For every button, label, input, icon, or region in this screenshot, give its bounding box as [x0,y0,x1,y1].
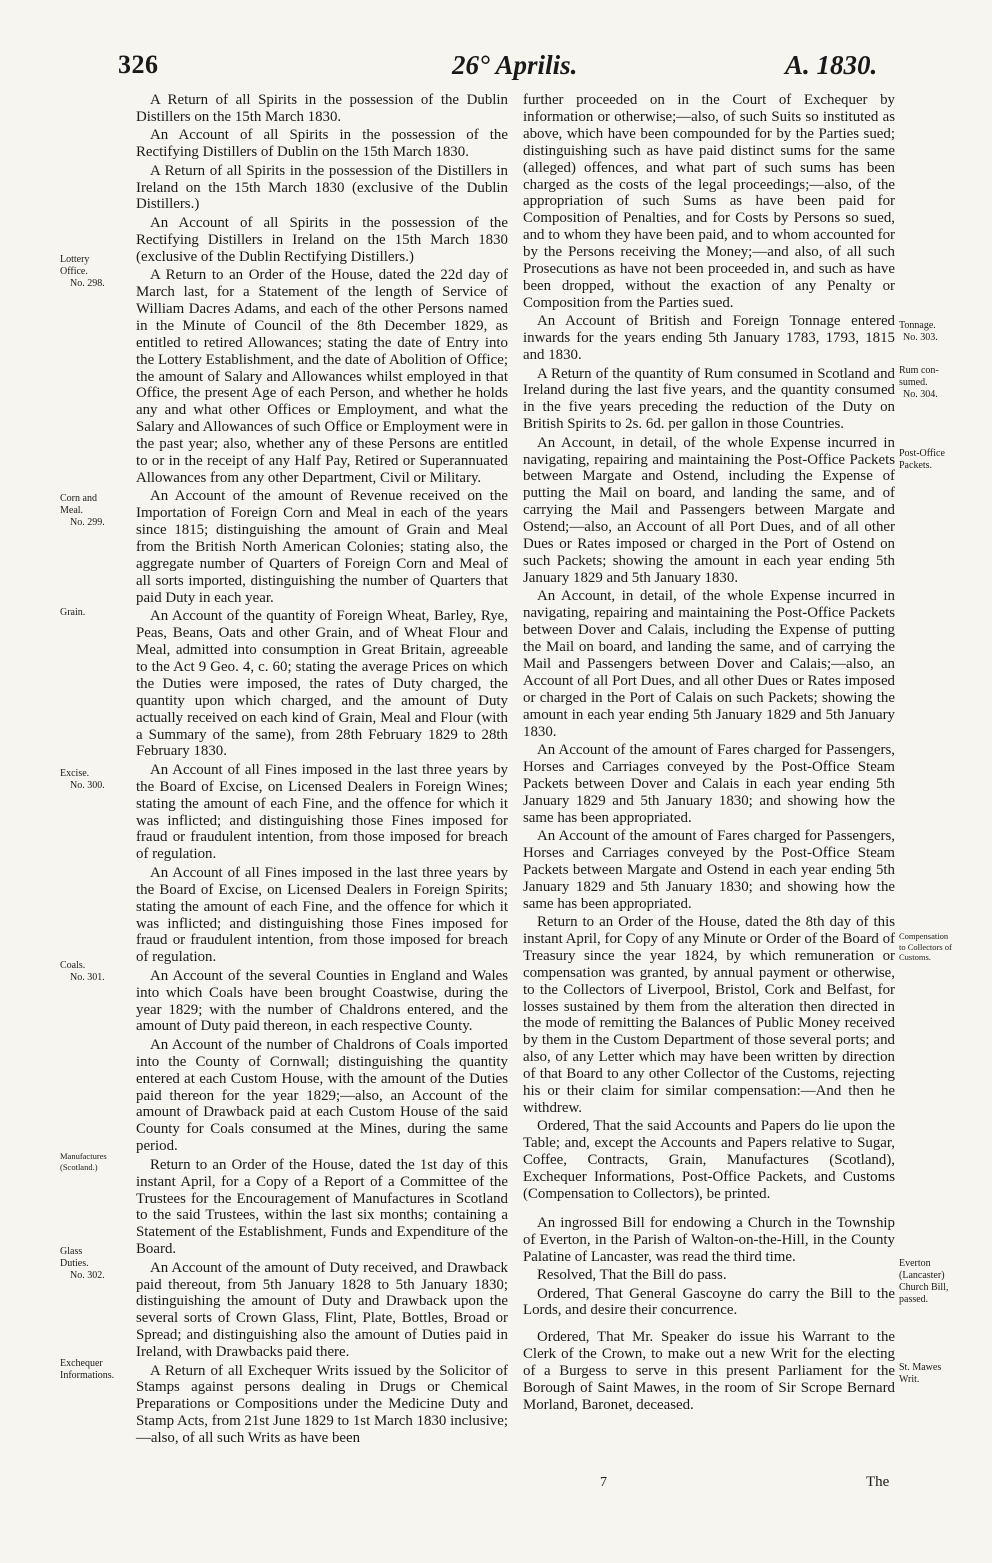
signature-mark: 7 [600,1475,607,1490]
paragraph: An Account of the amount of Revenue received on the Importation of Foreign Corn and Meal in each of the years since 1815; distinguishing the amount of Grain and Meal from the British North American Colonies; stating also, the aggregate number of Quarters of Foreign Corn and Meal of all sorts imported, distinguishing the number of Quarters that paid Duty in each year. [136,488,508,606]
paragraph: An Account of all Spirits in the possession of the Rectifying Distillers of Dublin on the 15th March 1830. [136,127,508,161]
right-column [523,92,895,1415]
date-title: 26° Aprilis. [452,50,578,80]
paragraph: Return to an Order of the House, dated the 8th day of this instant April, for Copy of any Minute or Order of the Board of Treasury since the year 1824, by which remuneration or compensation was granted, by annual payment or otherwise, to the Collectors of Liverpool, Bristol, Cork and Belfast, for losses sustained by them from the alteration then directed in the mode of remitting the Balances of Public Money received by them in the Custom Department of those several ports; and also, of any Letter which may have been written by direction of that Board to any other Collector of the Customs, rejecting his or their claim for similar compensation:—And then he withdrew. [523,914,895,1116]
catchword: The [866,1474,890,1490]
paragraph: An Account of all Fines imposed in the last three years by the Board of Excise, on Licensed Dealers in Foreign Wines; stating the amount of each Fine, and the offence for which it was inflicted; and distinguishing those Fines imposed for fraud or fraudulent intention, from those imposed for breach of regulation. [136,761,508,863]
margin-note-st-mawes: St. Mawes Writ. [899,1362,942,1385]
margin-note-manufactures: Manufactures (Scotland.) [60,1151,107,1172]
paragraph: An Account of the quantity of Foreign Wheat, Barley, Rye, Peas, Beans, Oats and other Grain, and of Wheat Flour and Meal, admitted into consumption in Great Britain, agreeable to the Act 9 Geo. 4, c. 60; stating the average Prices on which the Duties were imposed, the rates of Duty charged, the quantity upon which charged, and the amount of Duty actually received on each kind of Grain, Meal and Flour (with a Summary of the same), from 28th February 1829 to 28th February 1830. [136,608,508,760]
margin-note-glass: Glass Duties. No. 302. [60,1246,105,1281]
year-title: A. 1830. [785,50,878,80]
margin-note-corn: Corn and Meal. No. 299. [60,493,105,528]
margin-note-excise: Excise. No. 300. [60,768,105,791]
page-number: 326 [118,50,159,79]
margin-note-post-office: Post-Office Packets. [899,448,945,471]
paragraph: An Account of the amount of Duty received, and Drawback paid thereout, from 5th January 1828 to 5th January 1830; distinguishing the amount of Duty and Drawback upon the several sorts of Crown Glass, Flint, Plate, Bottles, Broad or Spread; and distinguishing also the amount of Duties paid in Ireland, with Drawbacks paid there. [136,1259,508,1361]
paragraph: An Account of the amount of Fares charged for Passengers, Horses and Carriages conveyed by the Post-Office Steam Packets between Dover and Calais in each year ending 5th January 1829 and 5th January 1830; and showing how the same has been appropriated. [523,741,895,826]
paragraph: A Return of all Spirits in the possession of the Distillers in Ireland on the 15th March 1830 (exclusive of the Dublin Distillers.) [136,162,508,213]
paragraph: An Account of all Fines imposed in the last three years by the Board of Excise, on Licensed Dealers in Foreign Spirits; stating the amount of each Fine, and the offence for which it was inflicted; and distinguishing those Fines imposed for fraud or fraudulent intention, from those imposed for breach of regulation. [136,864,508,966]
paragraph: An Account of the amount of Fares charged for Passengers, Horses and Carriages conveyed by the Post-Office Steam Packets between Margate and Ostend in each year ending 5th January 1829 and 5th January 1830; and showing how the same has been appropriated. [523,827,895,912]
paragraph: An Account of all Spirits in the possession of the Rectifying Distillers in Ireland on the 15th March 1830 (exclusive of the Dublin Rectifying Distillers.) [136,214,508,265]
paragraph: Resolved, That the Bill do pass. [537,1267,727,1284]
margin-note-everton: Everton (Lancaster) Church Bill, passed. [899,1258,949,1305]
margin-note-compensation: Compensation to Collectors of Customs. [899,931,952,962]
paragraph: Ordered, That General Gascoyne do carry the Bill to the Lords, and desire their concurrence. [523,1285,895,1319]
margin-note-exchequer: Exchequer Informations. [60,1358,115,1381]
paragraph: further proceeded on in the Court of Exchequer by information or otherwise;—also, of such Suits so instituted as above, which have been compounded for by the Parties sued; distinguishing such as have paid distinct sums for the same (alleged) offences, and what part of such sums has been charged as the costs of the legal proceedings;—also, of the appropriation of such Sums as have been paid for Composition of Penalties, and for Costs by Persons so sued, and to whom they have been paid, and to whom accounted for by the Persons receiving the Money;—and also, of all such Prosecutions as have not been proceeded in, and such as have been dropped, without the exaction of any Penalty or Composition from the Parties sued. [523,92,895,311]
paragraph: A Return to an Order of the House, dated the 22d day of March last, for a Statement of the length of Service of William Dacres Adams, and each of the other Persons named in the Minute of Council of the 8th December 1829, as entitled to retired Allowances; stating the date of Entry into the Lottery Establishment, and the date of Abolition of Office; the amount of Salary and Allowances whilst employed in that Office, the present Age of each Person, and whether he holds any and what other Offices or Employment, and what the Salary and Allowances of such Office or Employment were in the past year; also, whether any of these Persons are entitled to or in the receipt of any Half Pay, Retired or Superannuated Allowances from any other Department, Civil or Military. [136,267,508,486]
paragraph: An Account of the number of Chaldrons of Coals imported into the County of Cornwall; distinguishing the quantity entered at each Custom House, with the amount of the Duties paid thereon for the year 1829;—also, an Account of the amount of Drawback paid at each Custom House of the said County for Coals consumed at the Mines, during the same period. [136,1036,508,1155]
margin-note-tonnage: Tonnage. No. 303. [899,320,938,343]
paragraph: A Return of all Exchequer Writs issued by the Solicitor of Stamps against persons dealing in Drugs or Chemical Preparations or Compositions under the Medicine Duty and Stamp Acts, from 21st June 1829 to 1st March 1830 inclusive;—also, of all such Writs as have been [136,1362,508,1447]
margin-note-rum: Rum con- sumed. No. 304. [899,365,939,400]
paragraph: An Account, in detail, of the whole Expense incurred in navigating, repairing and maintaining the Post-Office Packets between Margate and Ostend, including the Expense of putting the Mail on board, and landing the same, and of carrying the Mail and Passengers between Margate and Ostend;—also, an Account of all Port Dues, and of all other Dues or Rates imposed or charged in the Port of Ostend on such Packets; showing the amount in each year ending 5th January 1829 and 5th January 1830. [523,434,895,586]
margin-note-grain: Grain. [60,607,86,618]
paragraph: A Return of the quantity of Rum consumed in Scotland and Ireland during the last five years, and the quantity consumed in the five years preceding the reduction of the Duty on British Spirits to 2s. 6d. per gallon in those Countries. [523,365,895,433]
paragraph: An Account of British and Foreign Tonnage entered inwards for the years ending 5th January 1783, 1793, 1815 and 1830. [523,313,895,364]
left-column [136,92,508,1449]
paragraph: An Account, in detail, of the whole Expense incurred in navigating, repairing and maintaining the Post-Office Packets between Dover and Calais, including the Expense of putting the Mail on board, and landing the same, and of carrying the Mail and Passengers between Dover and Calais;—also, an Account of all Port Dues, and all other Dues or Rates imposed or charged in the Port of Calais on such Packets; showing the amount in each year ending 5th January 1829 and 5th January 1830. [523,588,895,740]
margin-note-coals: Coals. No. 301. [60,960,105,983]
paragraph: Ordered, That the said Accounts and Papers do lie upon the Table; and, except the Accounts and Papers relative to Sugar, Coffee, Contracts, Grain, Manufactures (Scotland), Exchequer Informations, Post-Office Packets, and Customs (Compensation to Collectors), be printed. [523,1118,895,1202]
paragraph: A Return of all Spirits in the possession of the Dublin Distillers on the 15th March 1830. [136,92,508,125]
margin-note-lottery: Lottery Office. No. 298. [60,254,105,289]
page-header [0,50,992,86]
paragraph: An ingrossed Bill for endowing a Church in the Township of Everton, in the Parish of Walton-on-the-Hill, in the County Palatine of Lancaster, was read the third time. [523,1214,895,1265]
paragraph: Ordered, That Mr. Speaker do issue his Warrant to the Clerk of the Crown, to make out a new Writ for the electing of a Burgess to serve in this present Parliament for the Borough of Saint Mawes, in the room of Sir Scrope Bernard Morland, Baronet, deceased. [523,1329,895,1413]
paragraph: An Account of the several Counties in England and Wales into which Coals have been brought Coastwise, during the year 1829; with the number of Chaldrons entered, and the amount of Duty paid thereon, in each respective County. [136,967,508,1035]
paragraph: Return to an Order of the House, dated the 1st day of this instant April, for a Copy of a Report of a Committee of the Trustees for the Encouragement of Manufactures in Scotland to the said Trustees, within the last six months; containing a Statement of the Establishment, Funds and Expenditure of the Board. [136,1156,508,1258]
